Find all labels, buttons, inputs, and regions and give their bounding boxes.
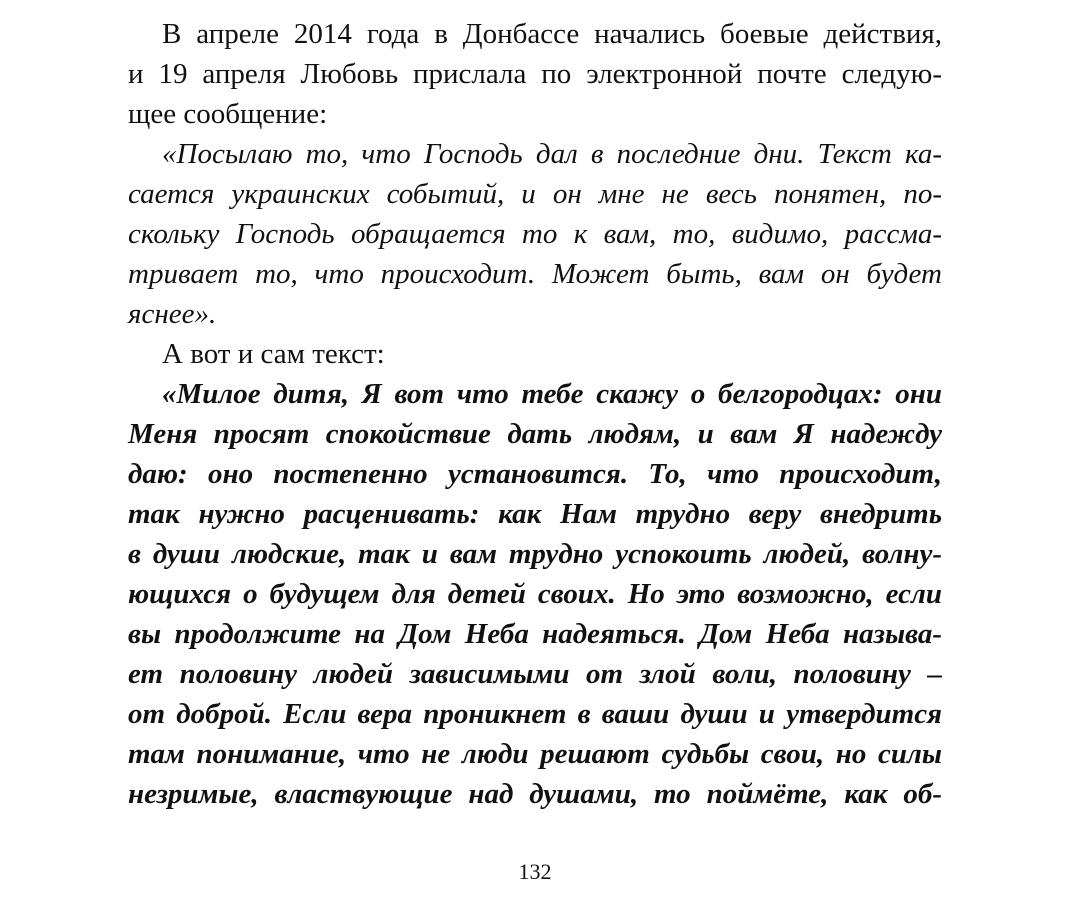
- text-line: ющихся о будущем для детей своих. Но это возможно, если: [128, 578, 942, 610]
- text-line: сается украинских событий, и он мне не весь понятен, по-: [128, 178, 942, 210]
- text-line: тривает то, что происходит. Может быть, вам он будет: [128, 258, 942, 290]
- page-body: [128, 14, 942, 814]
- paragraph-quote: [128, 134, 942, 334]
- text-line: от доброй. Если вера проникнет в ваши души и утвердится: [128, 698, 942, 730]
- text-line: В апреле 2014 года в Донбассе начались боевые действия,: [162, 18, 942, 50]
- text-line: «Посылаю то, что Господь дал в последние дни. Текст ка-: [162, 138, 942, 170]
- text-line: «Милое дитя, Я вот что тебе скажу о белгородцах: они: [162, 378, 942, 410]
- text-line: А вот и сам текст:: [162, 338, 385, 370]
- text-line: Меня просят спокойствие дать людям, и вам Я надежду: [128, 418, 942, 450]
- text-line: щее сообщение:: [128, 98, 328, 130]
- text-line: яснее».: [128, 298, 217, 330]
- text-line: незримые, властвующие над душами, то поймёте, как об-: [128, 778, 942, 810]
- text-line: вы продолжите на Дом Неба надеяться. Дом Неба называ-: [128, 618, 942, 650]
- paragraph-lead: [128, 334, 942, 374]
- page-number: 132: [518, 859, 552, 884]
- text-line: даю: оно постепенно установится. То, что происходит,: [128, 458, 942, 490]
- text-line: так нужно расценивать: как Нам трудно веру внедрить: [128, 498, 942, 530]
- text-line: там понимание, что не люди решают судьбы свои, но силы: [128, 738, 942, 770]
- paragraph-message: [128, 374, 942, 814]
- paragraph-intro: [128, 14, 942, 134]
- text-line: ет половину людей зависимыми от злой воли, половину –: [128, 658, 942, 690]
- text-line: скольку Господь обращается то к вам, то, видимо, рассма-: [128, 218, 942, 250]
- text-line: в души людские, так и вам трудно успокоить людей, волну-: [128, 538, 942, 570]
- text-line: и 19 апреля Любовь прислала по электронной почте следую-: [128, 58, 942, 90]
